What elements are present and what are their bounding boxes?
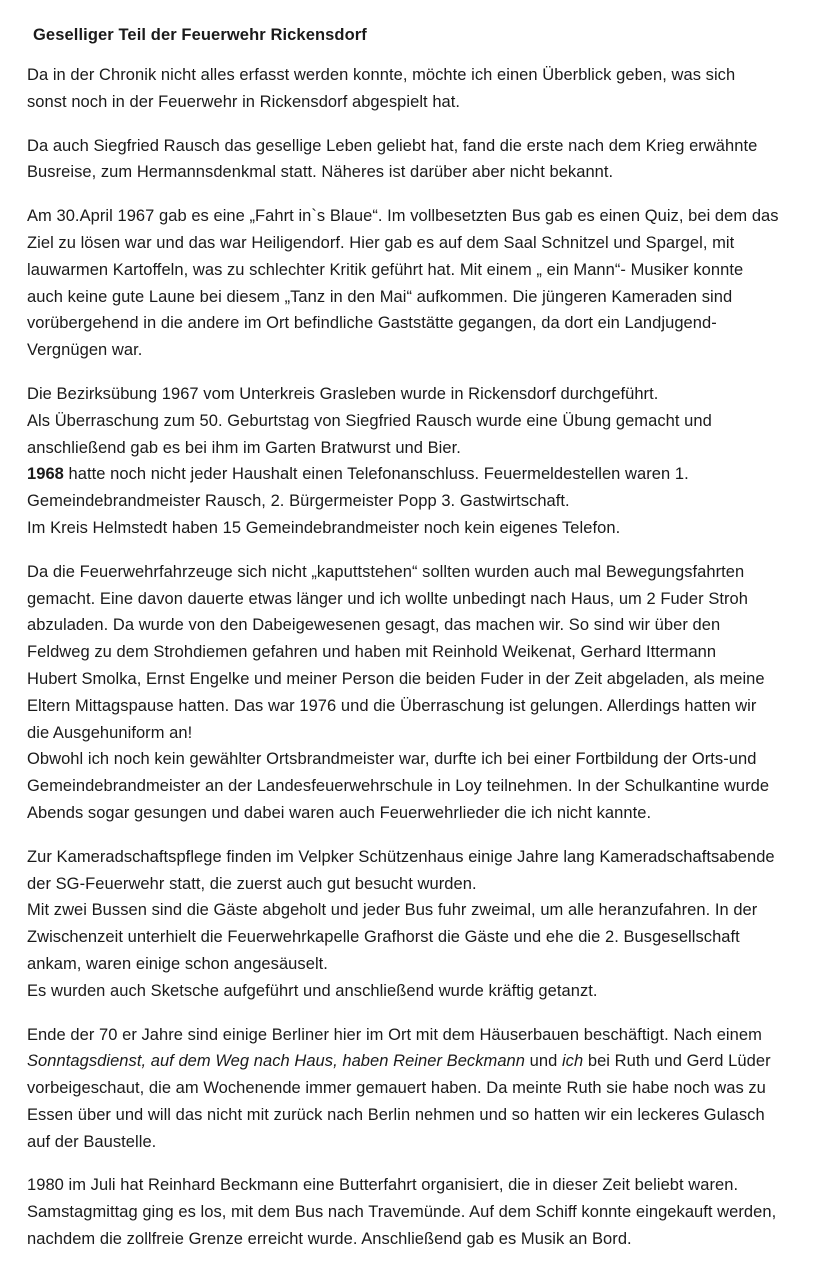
text-line: vorübergehend in die andere im Ort befindliche Gaststätte gegangen, da dort ein Landjugend- <box>27 314 717 333</box>
text-line: lauwarmen Kartoffeln, was zu schlechter Kritik geführt hat. Mit einem „ ein Mann“- Musiker konnte <box>27 260 744 279</box>
text-line: Busreise, zum Hermannsdenkmal statt. Näheres ist darüber aber nicht bekannt. <box>27 163 614 182</box>
text-line: Zur Kameradschaftspflege finden im Velpker Schützenhaus einige Jahre lang Kameradschaftsabende <box>27 847 775 866</box>
text-line: Ziel zu lösen war und das war Heiligendorf. Hier gab es auf dem Saal Schnitzel und Spargel, mit <box>27 233 735 252</box>
text-line: Hubert Smolka, Ernst Engelke und meiner Person die beiden Fuder in der Zeit abgeladen, als meine <box>27 669 765 688</box>
text-line: nachdem die zollfreie Grenze erreicht wurde. Anschließend gab es Musik an Bord. <box>27 1230 632 1249</box>
text-line: vorbeigeschaut, die am Wochenende immer gemauert haben. Da meinte Ruth sie habe noch was zu <box>27 1079 766 1098</box>
text-segment: hatte noch nicht jeder Haushalt einen Telefonanschluss. Feuermeldestellen waren 1. <box>63 465 689 484</box>
text-line: Samstagmittag ging es los, mit dem Bus nach Travemünde. Auf dem Schiff konnte eingekauft werden, <box>27 1203 777 1222</box>
text-line: Eltern Mittagspause hatten. Das war 1976 und die Überraschung ist gelungen. Allerdings hatten wir <box>27 696 757 715</box>
text-line: Obwohl ich noch kein gewählter Ortsbrandmeister war, durfte ich bei einer Fortbildung der Orts-und <box>27 750 757 769</box>
text-line: 1980 im Juli hat Reinhard Beckmann eine Butterfahrt organisiert, die in dieser Zeit beliebt waren. <box>27 1176 739 1195</box>
text-line: Es wurden auch Sketsche aufgeführt und anschließend wurde kräftig getanzt. <box>27 981 598 1000</box>
document-title: Geselliger Teil der Feuerwehr Rickensdorf <box>33 26 367 44</box>
text-line: Essen über und will das nicht mit zurück nach Berlin nehmen und so hatten wir ein leckeres Gulasch <box>27 1105 765 1124</box>
paragraph-bewegungsfahrten <box>27 559 822 827</box>
text-line: Am 30.April 1967 gab es eine „Fahrt in`s Blaue“. Im vollbesetzten Bus gab es einen Quiz, bei dem das <box>27 207 779 226</box>
text-line: gemacht. Eine davon dauerte etwas länger und ich wollte unbedingt nach Haus, um 2 Fuder Stroh <box>27 589 749 608</box>
text-line: Vergnügen war. <box>27 341 143 360</box>
text-line <box>27 1048 822 1075</box>
text-line: Da in der Chronik nicht alles erfasst werden konnte, möchte ich einen Überblick geben, was sich <box>27 66 736 84</box>
text-segment-italic: Sonntagsdienst, auf dem Weg nach Haus, haben Reiner Beckmann <box>27 1052 525 1071</box>
text-line: auf der Baustelle. <box>27 1132 157 1151</box>
year-1968: 1968 <box>27 465 64 484</box>
text-line: Feldweg zu dem Strohdiemen gefahren und haben mit Reinhold Weikenat, Gerhard Ittermann <box>27 643 717 662</box>
text-line: abzuladen. Da wurde von den Dabeigewesenen gesagt, das machen wir. So sind wir über den <box>27 616 721 635</box>
text-line: Zwischenzeit unterhielt die Feuerwehrkapelle Grafhorst die Gäste und ehe die 2. Busgesellschaft <box>27 928 740 947</box>
paragraph-butterfahrt <box>27 1172 822 1252</box>
paragraph-fahrt-ins-blaue <box>27 203 822 364</box>
text-line: Mit zwei Bussen sind die Gäste abgeholt und jeder Bus fuhr zweimal, um alle heranzufahren. In der <box>27 901 758 920</box>
text-line: Gemeindebrandmeister Rausch, 2. Bürgermeister Popp 3. Gastwirtschaft. <box>27 492 570 511</box>
text-line: Da die Feuerwehrfahrzeuge sich nicht „kaputtstehen“ sollten wurden auch mal Bewegungsfahrten <box>27 562 745 581</box>
text-line: anschließend gab es bei ihm im Garten Bratwurst und Bier. <box>27 438 461 457</box>
text-segment-italic: ich <box>561 1052 584 1071</box>
text-line: Da auch Siegfried Rausch das gesellige Leben geliebt hat, fand die erste nach dem Krieg erwähnte <box>27 136 758 155</box>
text-segment: bei Ruth und Gerd Lüder <box>583 1052 771 1071</box>
text-segment: und <box>525 1052 562 1071</box>
text-line: Gemeindebrandmeister an der Landesfeuerwehrschule in Loy teilnehmen. In der Schulkantine wurde <box>27 777 770 796</box>
text-line: Im Kreis Helmstedt haben 15 Gemeindebrandmeister noch kein eigenes Telefon. <box>27 518 621 537</box>
text-line: Als Überraschung zum 50. Geburtstag von Siegfried Rausch wurde eine Übung gemacht und <box>27 411 712 430</box>
paragraph-intro <box>27 62 822 116</box>
text-line: die Ausgehuniform an! <box>27 723 193 742</box>
paragraph-busreise <box>27 133 822 187</box>
text-line: ankam, waren einige schon angesäuselt. <box>27 954 328 973</box>
text-line: auch keine gute Laune bei diesem „Tanz in den Mai“ aufkommen. Die jüngeren Kameraden sind <box>27 287 733 306</box>
text-line: Abends sogar gesungen und dabei waren auch Feuerwehrlieder die ich nicht kannte. <box>27 803 652 822</box>
text-line: der SG-Feuerwehr statt, die zuerst auch gut besucht wurden. <box>27 874 477 893</box>
text-line <box>27 461 822 488</box>
text-line: Ende der 70 er Jahre sind einige Berliner hier im Ort mit dem Häuserbauen beschäftigt. Nach einem <box>27 1025 762 1044</box>
paragraph-berliner <box>27 1022 822 1156</box>
paragraph-kameradschaftsabende <box>27 844 822 1005</box>
text-line: Die Bezirksübung 1967 vom Unterkreis Grasleben wurde in Rickensdorf durchgeführt. <box>27 384 659 403</box>
paragraph-bezirksuebung <box>27 381 822 542</box>
text-line: sonst noch in der Feuerwehr in Rickensdorf abgespielt hat. <box>27 92 461 111</box>
